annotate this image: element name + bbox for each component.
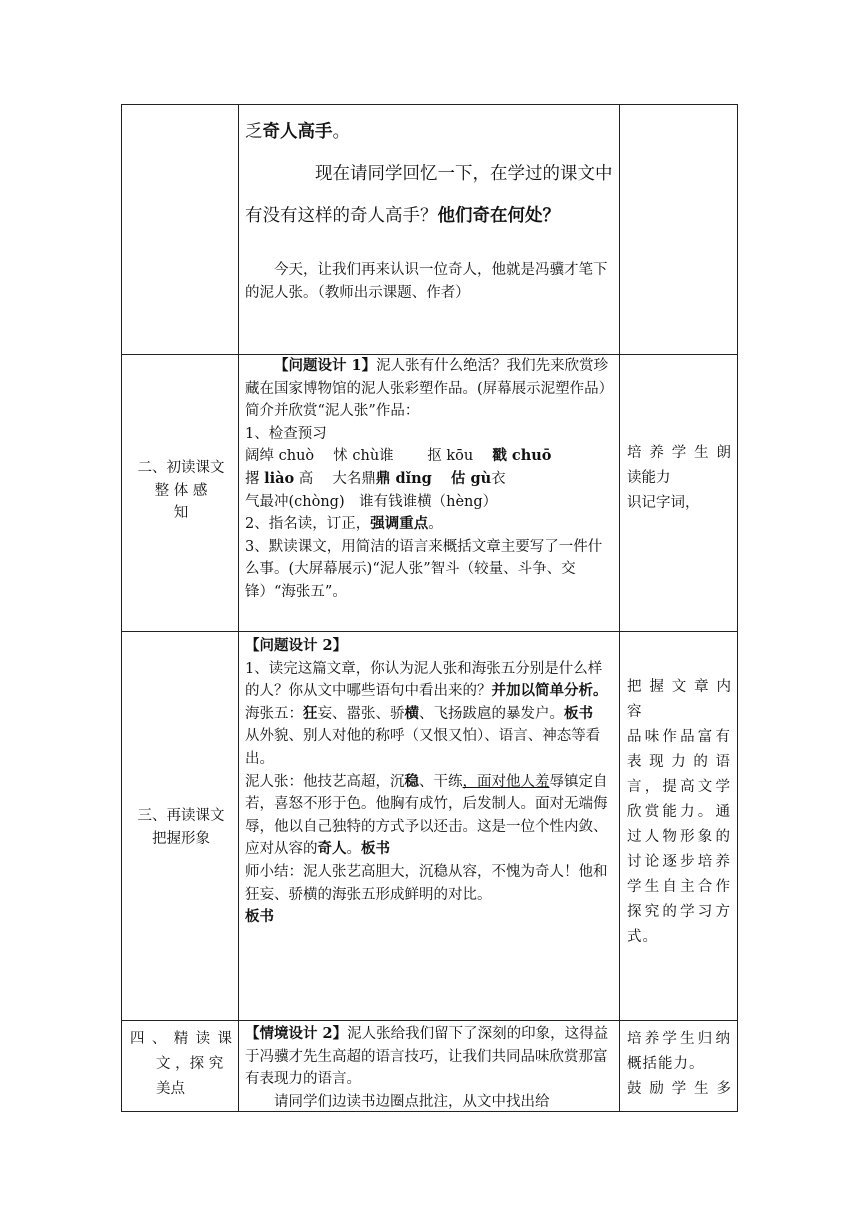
niren-zhang-analysis [245, 771, 613, 861]
vocab-line-3: 气最冲(chòng) 谁有钱谁横（hèng） [245, 493, 498, 510]
analysis-bold: 稳 [404, 772, 419, 790]
analysis-bold: 横 [404, 704, 419, 722]
step-2-text: 。 [428, 516, 443, 533]
column-divider-2 [619, 105, 620, 1111]
step-2 [245, 513, 613, 536]
scenario-design-2-text: 泥人张给我们留下了深刻的印象，这得益于冯骥才先生高超的语言技巧，让我们共同品味欣赏那富有表现力的语言。 [245, 1026, 609, 1088]
scenario-design-2-heading: 【情境设计 2】 [245, 1025, 348, 1042]
analysis-text: 泥人张：他技艺高超，沉 [245, 773, 405, 790]
intro-text: 。 [332, 122, 350, 142]
step-2-text: 2、指名读，订正， [245, 516, 371, 533]
hai-zhangwu-analysis [245, 703, 613, 726]
vocab-text: 高 大名鼎 [294, 470, 376, 487]
question-1-text: 1、读完这篇文章，你认为泥人张和海张五分别是什么样的人？你从文中哪些语句中看出来的？ [245, 660, 603, 700]
section-2-title-line: 整 体 感 [154, 482, 208, 499]
step-2-bold: 强调重点 [370, 515, 429, 533]
intro-text: 乏 [245, 122, 263, 142]
board-note: 板书 [245, 908, 274, 926]
vocab-bold: 估 gù [450, 469, 492, 487]
goal-text: 培养学生归纳概括能力。 [627, 1031, 731, 1072]
vocab-bold: liào [264, 469, 295, 487]
row-divider-3 [122, 1020, 737, 1021]
vocab-text: 撂 [245, 470, 265, 487]
analysis-text: 辱镇定自若，喜怒不形于色。他胸有成竹，后发制人。面对无端侮辱，他以自己独特的方式予以还击。这是一位个性内敛、应对从容的 [245, 773, 608, 858]
goal-line: 培养学生朗 [627, 445, 731, 461]
row-divider-2 [122, 631, 737, 632]
analysis-text: 、干练 [419, 773, 463, 790]
section-4-goals [620, 1027, 737, 1102]
vocab-text: 衣 [491, 470, 506, 487]
evidence-text: 从外貌、别人对他的称呼（又恨又怕）、语言、神态等看出。 [245, 728, 601, 767]
problem-design-2-heading: 【问题设计 2】 [245, 637, 348, 654]
section-2-title-line: 知 [173, 505, 189, 522]
question-1 [245, 658, 613, 703]
problem-design-1 [245, 355, 613, 423]
intro-recall-paragraph [245, 153, 613, 237]
vocab-bold: 戳 chuō [492, 447, 552, 465]
section-2-title-line: 二、初读课文 [137, 460, 225, 476]
analysis-text: 妄、嚣张、骄 [317, 705, 405, 722]
vocab-text [432, 471, 451, 487]
intro-today-paragraph: 今天，让我们再来认识一位奇人，他就是冯骥才笔下的泥人张。（教师出示课题、作者） [245, 262, 608, 301]
section-3-content [239, 635, 619, 929]
goal-text: 品味作品富有表现力的语言，提高文学欣赏能力。通过人物形象的讨论逐步培养学生自主合作探究的学习方式。 [627, 729, 731, 945]
teacher-summary: 师小结：泥人张艺高胆大，沉稳从容，不愧为奇人！他和狂妄、骄横的海张五形成鲜明的对比。 [245, 863, 608, 903]
analysis-text: 。 [346, 841, 361, 858]
goal-line: 识记字词， [627, 495, 700, 511]
section-2-content [239, 355, 619, 604]
section-3-goals [620, 675, 737, 950]
vocab-line-2 [245, 468, 613, 491]
section-3-title-line: 三、再读课文 [137, 808, 225, 824]
analysis-text: 海张五： [245, 705, 303, 722]
goal-line: 鼓励学生多 [627, 1081, 731, 1097]
section-4-title [122, 1027, 238, 1102]
problem-design-1-text: 泥人张有什么绝活？我们先来欣赏珍藏在国家博物馆的泥人张彩塑作品。(屏幕展示泥塑作品）简介并欣赏“泥人张”作品： [245, 358, 609, 420]
question-1-bold: 并加以简单分析。 [491, 682, 608, 700]
analysis-underlined: ，面对他人羞 [462, 773, 550, 790]
analysis-text: 、飞扬跋扈的暴发户。 [419, 705, 564, 722]
recall-question: 现在请同学回忆一下，在学过的课文中有没有这样的奇人高手？ [245, 164, 613, 226]
vocab-text: 阔绰 chuò 怵 chù谁 抠 kōu [245, 448, 493, 465]
step-3: 3、默读课文，用简洁的语言来概括文章主要写了一件什么事。(大屏幕展示)“泥人张”智斗（较量、斗争、交锋）“海张五”。 [245, 538, 603, 600]
lesson-plan-table [121, 104, 738, 1112]
recall-question-bold: 他们奇在何处？ [437, 206, 560, 226]
preview-check: 1、检查预习 [245, 425, 327, 442]
annotation-instruction: 请同学们边读书边圈点批注，从文中找出给 [274, 1093, 550, 1110]
board-note: 板书 [564, 704, 593, 722]
section-4-title-line: 文 ，探 究 [156, 1056, 224, 1072]
analysis-bold: 奇人 [317, 840, 347, 858]
intro-cell [239, 111, 619, 304]
section-2-title [122, 457, 238, 525]
section-4-content [239, 1023, 619, 1113]
problem-design-1-heading: 【问题设计 1】 [274, 357, 377, 374]
goal-line: 读能力 [627, 470, 671, 486]
analysis-bold: 狂 [303, 704, 318, 722]
section-2-goals [620, 441, 737, 516]
intro-bold: 奇人高手 [262, 122, 333, 142]
goal-line: 容 [627, 704, 642, 720]
section-4-title-line: 美点 [156, 1081, 185, 1097]
scenario-design-2 [245, 1023, 613, 1091]
vocab-bold: 鼎 dǐng [375, 469, 432, 487]
goal-line: 把 握 文 章 内 [627, 679, 731, 695]
section-4-title-line: 四 、 精 读 课 [130, 1031, 232, 1047]
intro-line-1 [245, 111, 613, 153]
section-3-title-line: 把握形象 [152, 830, 210, 847]
section-3-title [122, 805, 238, 850]
board-note: 板书 [361, 840, 390, 858]
vocab-line-1 [245, 445, 613, 468]
